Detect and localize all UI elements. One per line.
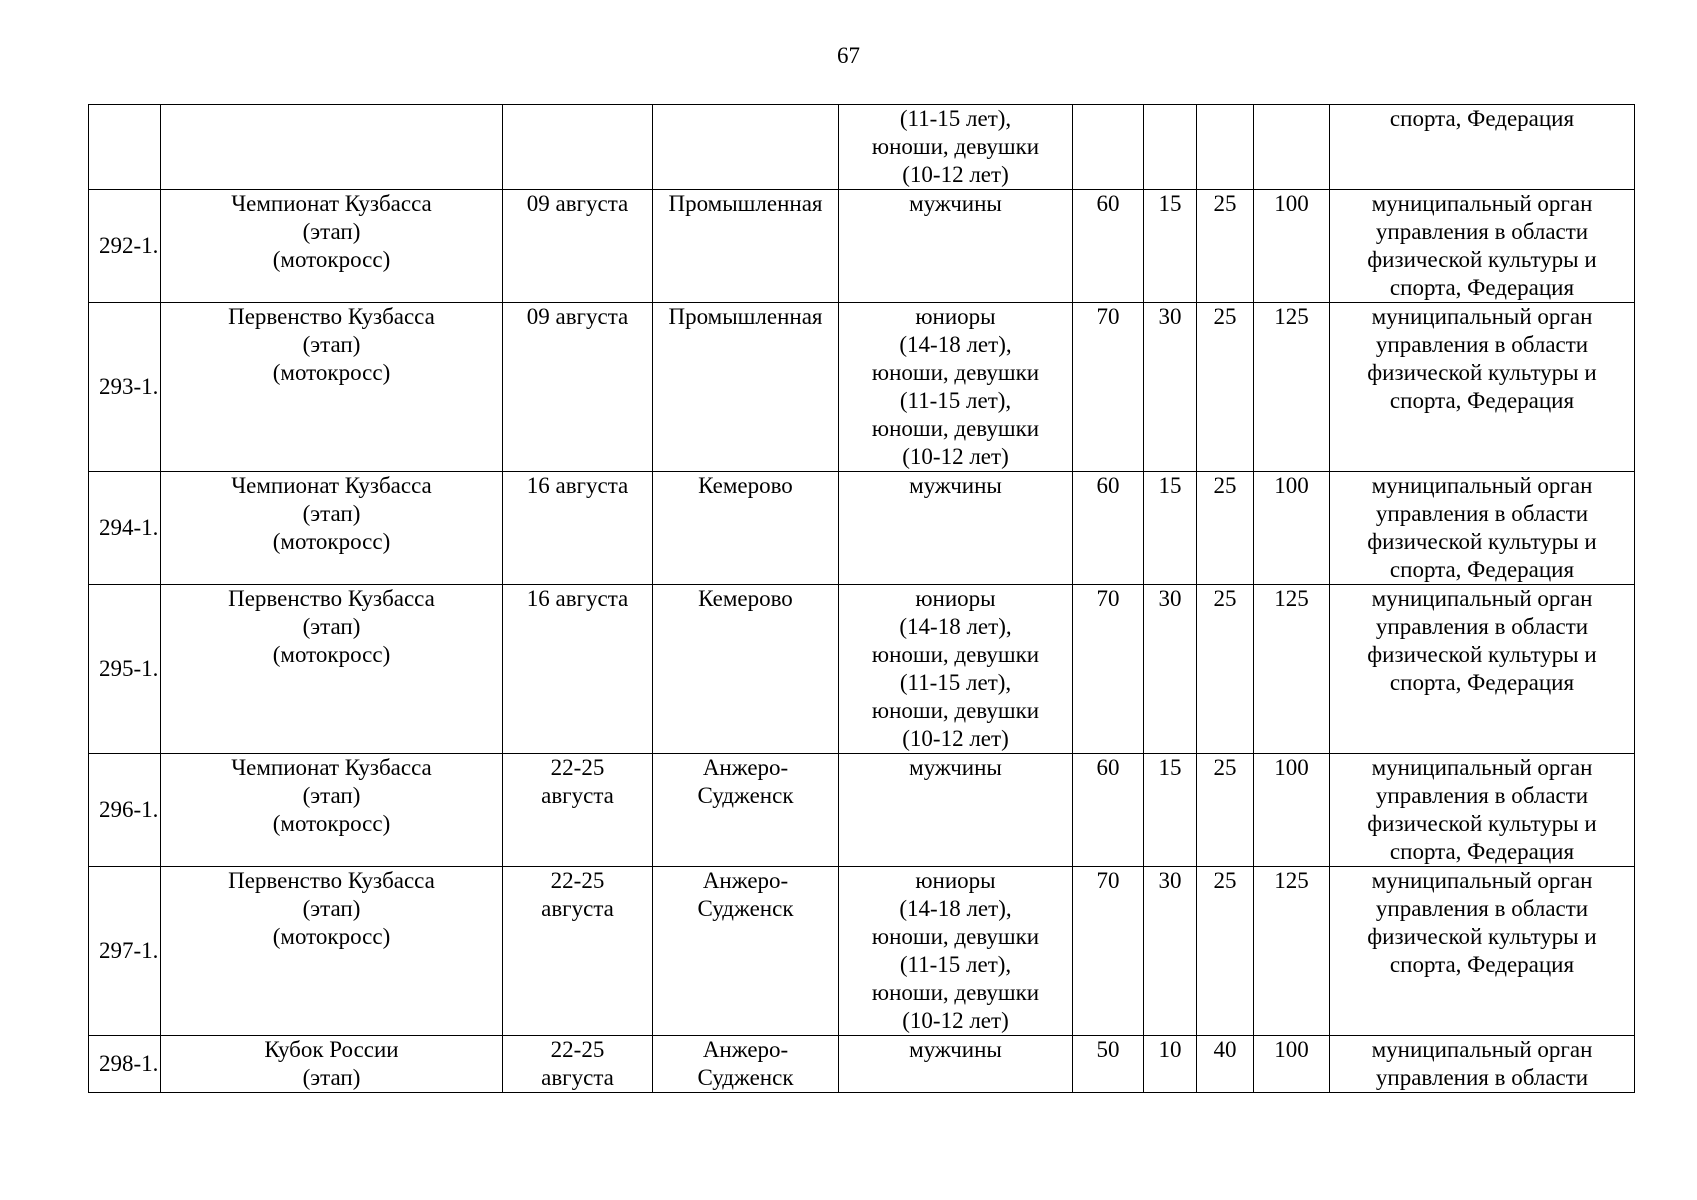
cell-participant-groups <box>839 1036 1073 1093</box>
cell-event-name <box>161 105 503 190</box>
cell-line: юноши, девушки <box>871 698 1040 723</box>
cell-line: Кубок России <box>264 1037 399 1062</box>
table-row <box>89 867 1635 1036</box>
cell-line: (мотокросс) <box>272 924 391 949</box>
cell-line: (11-15 лет), <box>899 670 1012 695</box>
cell-count-3: 40 <box>1197 1036 1254 1093</box>
cell-line: управления в области <box>1375 332 1589 357</box>
cell-participant-groups <box>839 105 1073 190</box>
cell-count-2 <box>1144 105 1197 190</box>
cell-line: управления в области <box>1375 896 1589 921</box>
cell-line: (этап) <box>302 1065 361 1090</box>
cell-line: Чемпионат Кузбасса <box>231 473 432 498</box>
cell-count-3: 25 <box>1197 472 1254 585</box>
cell-event-name <box>161 585 503 754</box>
cell-line: юноши, девушки <box>871 134 1040 159</box>
cell-location <box>653 105 839 190</box>
cell-line: управления в области <box>1375 219 1589 244</box>
cell-line: муниципальный орган <box>1371 755 1593 780</box>
cell-line: (10-12 лет) <box>902 726 1009 751</box>
cell-location <box>653 1036 839 1093</box>
cell-participant-groups <box>839 867 1073 1036</box>
cell-line: муниципальный орган <box>1371 304 1593 329</box>
cell-date <box>503 472 653 585</box>
cell-line: спорта, Федерация <box>1389 557 1575 582</box>
cell-location <box>653 190 839 303</box>
cell-line: спорта, Федерация <box>1389 388 1575 413</box>
cell-line: (этап) <box>302 896 361 921</box>
cell-line: муниципальный орган <box>1371 473 1593 498</box>
cell-date <box>503 585 653 754</box>
cell-organizer <box>1330 1036 1635 1093</box>
cell-participant-groups <box>839 190 1073 303</box>
cell-organizer <box>1330 867 1635 1036</box>
cell-total: 125 <box>1254 867 1330 1036</box>
cell-count-2: 10 <box>1144 1036 1197 1093</box>
cell-line: управления в области <box>1375 1065 1589 1090</box>
cell-line: юноши, девушки <box>871 980 1040 1005</box>
cell-line: муниципальный орган <box>1371 1037 1593 1062</box>
events-table <box>88 104 1635 1093</box>
cell-line: Первенство Кузбасса <box>228 586 435 611</box>
cell-number: 298-1. <box>89 1036 161 1093</box>
cell-count-2: 30 <box>1144 303 1197 472</box>
cell-date <box>503 190 653 303</box>
cell-line: Судженск <box>697 783 794 808</box>
cell-line: Первенство Кузбасса <box>228 868 435 893</box>
cell-count-1: 70 <box>1073 303 1144 472</box>
cell-line: (14-18 лет), <box>899 332 1012 357</box>
table-row <box>89 1036 1635 1093</box>
cell-count-2: 30 <box>1144 867 1197 1036</box>
cell-line: 09 августа <box>526 304 629 329</box>
cell-count-2: 15 <box>1144 472 1197 585</box>
page-number: 67 <box>837 43 860 68</box>
cell-location <box>653 472 839 585</box>
cell-line: спорта, Федерация <box>1389 952 1575 977</box>
cell-date <box>503 105 653 190</box>
cell-line: муниципальный орган <box>1371 586 1593 611</box>
cell-line: Кемерово <box>698 586 793 611</box>
cell-line: (этап) <box>302 614 361 639</box>
cell-line: 22-25 <box>550 868 605 893</box>
cell-line: управления в области <box>1375 501 1589 526</box>
cell-total: 100 <box>1254 472 1330 585</box>
cell-count-1: 60 <box>1073 190 1144 303</box>
cell-line: юниоры <box>915 586 996 611</box>
cell-count-3: 25 <box>1197 754 1254 867</box>
cell-organizer <box>1330 585 1635 754</box>
events-table-body <box>89 105 1635 1093</box>
cell-number: 297-1. <box>89 867 161 1036</box>
cell-line: мужчины <box>909 191 1002 216</box>
cell-count-1: 50 <box>1073 1036 1144 1093</box>
cell-event-name <box>161 190 503 303</box>
cell-line: Промышленная <box>668 304 823 329</box>
cell-location <box>653 303 839 472</box>
cell-line: управления в области <box>1375 783 1589 808</box>
cell-line: (мотокросс) <box>272 811 391 836</box>
table-row <box>89 472 1635 585</box>
cell-line: спорта, Федерация <box>1389 106 1575 131</box>
cell-event-name <box>161 1036 503 1093</box>
cell-line: (14-18 лет), <box>899 614 1012 639</box>
cell-count-3: 25 <box>1197 867 1254 1036</box>
cell-line: юноши, девушки <box>871 924 1040 949</box>
cell-line: физической культуры и <box>1367 811 1597 836</box>
cell-count-3: 25 <box>1197 190 1254 303</box>
cell-line: (этап) <box>302 783 361 808</box>
cell-number: 292-1. <box>89 190 161 303</box>
cell-line: муниципальный орган <box>1371 191 1593 216</box>
cell-line: Промышленная <box>668 191 823 216</box>
cell-line: мужчины <box>909 1037 1002 1062</box>
cell-line: Судженск <box>697 896 794 921</box>
cell-line: (14-18 лет), <box>899 896 1012 921</box>
cell-total: 125 <box>1254 303 1330 472</box>
cell-line: (мотокросс) <box>272 247 391 272</box>
cell-count-3: 25 <box>1197 585 1254 754</box>
cell-line: спорта, Федерация <box>1389 275 1575 300</box>
table-row <box>89 190 1635 303</box>
cell-participant-groups <box>839 472 1073 585</box>
cell-line: мужчины <box>909 755 1002 780</box>
cell-count-1: 70 <box>1073 867 1144 1036</box>
cell-line: (11-15 лет), <box>899 388 1012 413</box>
cell-line: (мотокросс) <box>272 642 391 667</box>
cell-line: Анжеро- <box>702 755 789 780</box>
table-row <box>89 303 1635 472</box>
cell-number: 294-1. <box>89 472 161 585</box>
cell-line: 16 августа <box>526 473 629 498</box>
cell-line: юноши, девушки <box>871 360 1040 385</box>
cell-line: физической культуры и <box>1367 529 1597 554</box>
cell-participant-groups <box>839 585 1073 754</box>
cell-line: (мотокросс) <box>272 360 391 385</box>
cell-line: августа <box>541 1065 614 1090</box>
cell-line: спорта, Федерация <box>1389 670 1575 695</box>
cell-line: Анжеро- <box>702 1037 789 1062</box>
cell-line: 22-25 <box>550 1037 605 1062</box>
cell-event-name <box>161 472 503 585</box>
cell-line: мужчины <box>909 473 1002 498</box>
cell-line: муниципальный орган <box>1371 868 1593 893</box>
cell-number: 295-1. <box>89 585 161 754</box>
cell-count-2: 15 <box>1144 190 1197 303</box>
cell-line: юноши, девушки <box>871 642 1040 667</box>
cell-line: (10-12 лет) <box>902 444 1009 469</box>
cell-number <box>89 105 161 190</box>
cell-line: (мотокросс) <box>272 529 391 554</box>
cell-count-1: 60 <box>1073 472 1144 585</box>
cell-location <box>653 867 839 1036</box>
cell-total: 100 <box>1254 1036 1330 1093</box>
cell-organizer <box>1330 472 1635 585</box>
cell-line: августа <box>541 783 614 808</box>
cell-line: 22-25 <box>550 755 605 780</box>
cell-organizer <box>1330 105 1635 190</box>
cell-count-1: 60 <box>1073 754 1144 867</box>
cell-line: физической культуры и <box>1367 360 1597 385</box>
cell-participant-groups <box>839 303 1073 472</box>
cell-line: 16 августа <box>526 586 629 611</box>
cell-line: (этап) <box>302 501 361 526</box>
cell-date <box>503 1036 653 1093</box>
cell-total <box>1254 105 1330 190</box>
cell-count-2: 30 <box>1144 585 1197 754</box>
cell-organizer <box>1330 190 1635 303</box>
cell-organizer <box>1330 754 1635 867</box>
cell-line: августа <box>541 896 614 921</box>
cell-line: физической культуры и <box>1367 247 1597 272</box>
table-row <box>89 105 1635 190</box>
cell-line: Анжеро- <box>702 868 789 893</box>
cell-date <box>503 754 653 867</box>
cell-line: Чемпионат Кузбасса <box>231 755 432 780</box>
cell-line: юноши, девушки <box>871 416 1040 441</box>
cell-total: 100 <box>1254 754 1330 867</box>
cell-count-1: 70 <box>1073 585 1144 754</box>
cell-line: 09 августа <box>526 191 629 216</box>
table-row <box>89 754 1635 867</box>
cell-total: 100 <box>1254 190 1330 303</box>
cell-location <box>653 585 839 754</box>
cell-organizer <box>1330 303 1635 472</box>
cell-line: управления в области <box>1375 614 1589 639</box>
cell-line: (11-15 лет), <box>899 106 1012 131</box>
cell-line: физической культуры и <box>1367 642 1597 667</box>
cell-line: Судженск <box>697 1065 794 1090</box>
cell-line: физической культуры и <box>1367 924 1597 949</box>
cell-count-1 <box>1073 105 1144 190</box>
cell-line: Первенство Кузбасса <box>228 304 435 329</box>
cell-participant-groups <box>839 754 1073 867</box>
cell-total: 125 <box>1254 585 1330 754</box>
cell-location <box>653 754 839 867</box>
cell-line: спорта, Федерация <box>1389 839 1575 864</box>
cell-line: (11-15 лет), <box>899 952 1012 977</box>
cell-count-2: 15 <box>1144 754 1197 867</box>
cell-event-name <box>161 867 503 1036</box>
cell-line: (этап) <box>302 332 361 357</box>
cell-count-3: 25 <box>1197 303 1254 472</box>
cell-number: 296-1. <box>89 754 161 867</box>
cell-line: (этап) <box>302 219 361 244</box>
cell-line: Кемерово <box>698 473 793 498</box>
cell-line: (10-12 лет) <box>902 1008 1009 1033</box>
cell-line: Чемпионат Кузбасса <box>231 191 432 216</box>
cell-event-name <box>161 303 503 472</box>
cell-count-3 <box>1197 105 1254 190</box>
cell-line: юниоры <box>915 304 996 329</box>
cell-date <box>503 303 653 472</box>
cell-line: юниоры <box>915 868 996 893</box>
cell-event-name <box>161 754 503 867</box>
table-row <box>89 585 1635 754</box>
cell-date <box>503 867 653 1036</box>
cell-number: 293-1. <box>89 303 161 472</box>
cell-line: (10-12 лет) <box>902 162 1009 187</box>
